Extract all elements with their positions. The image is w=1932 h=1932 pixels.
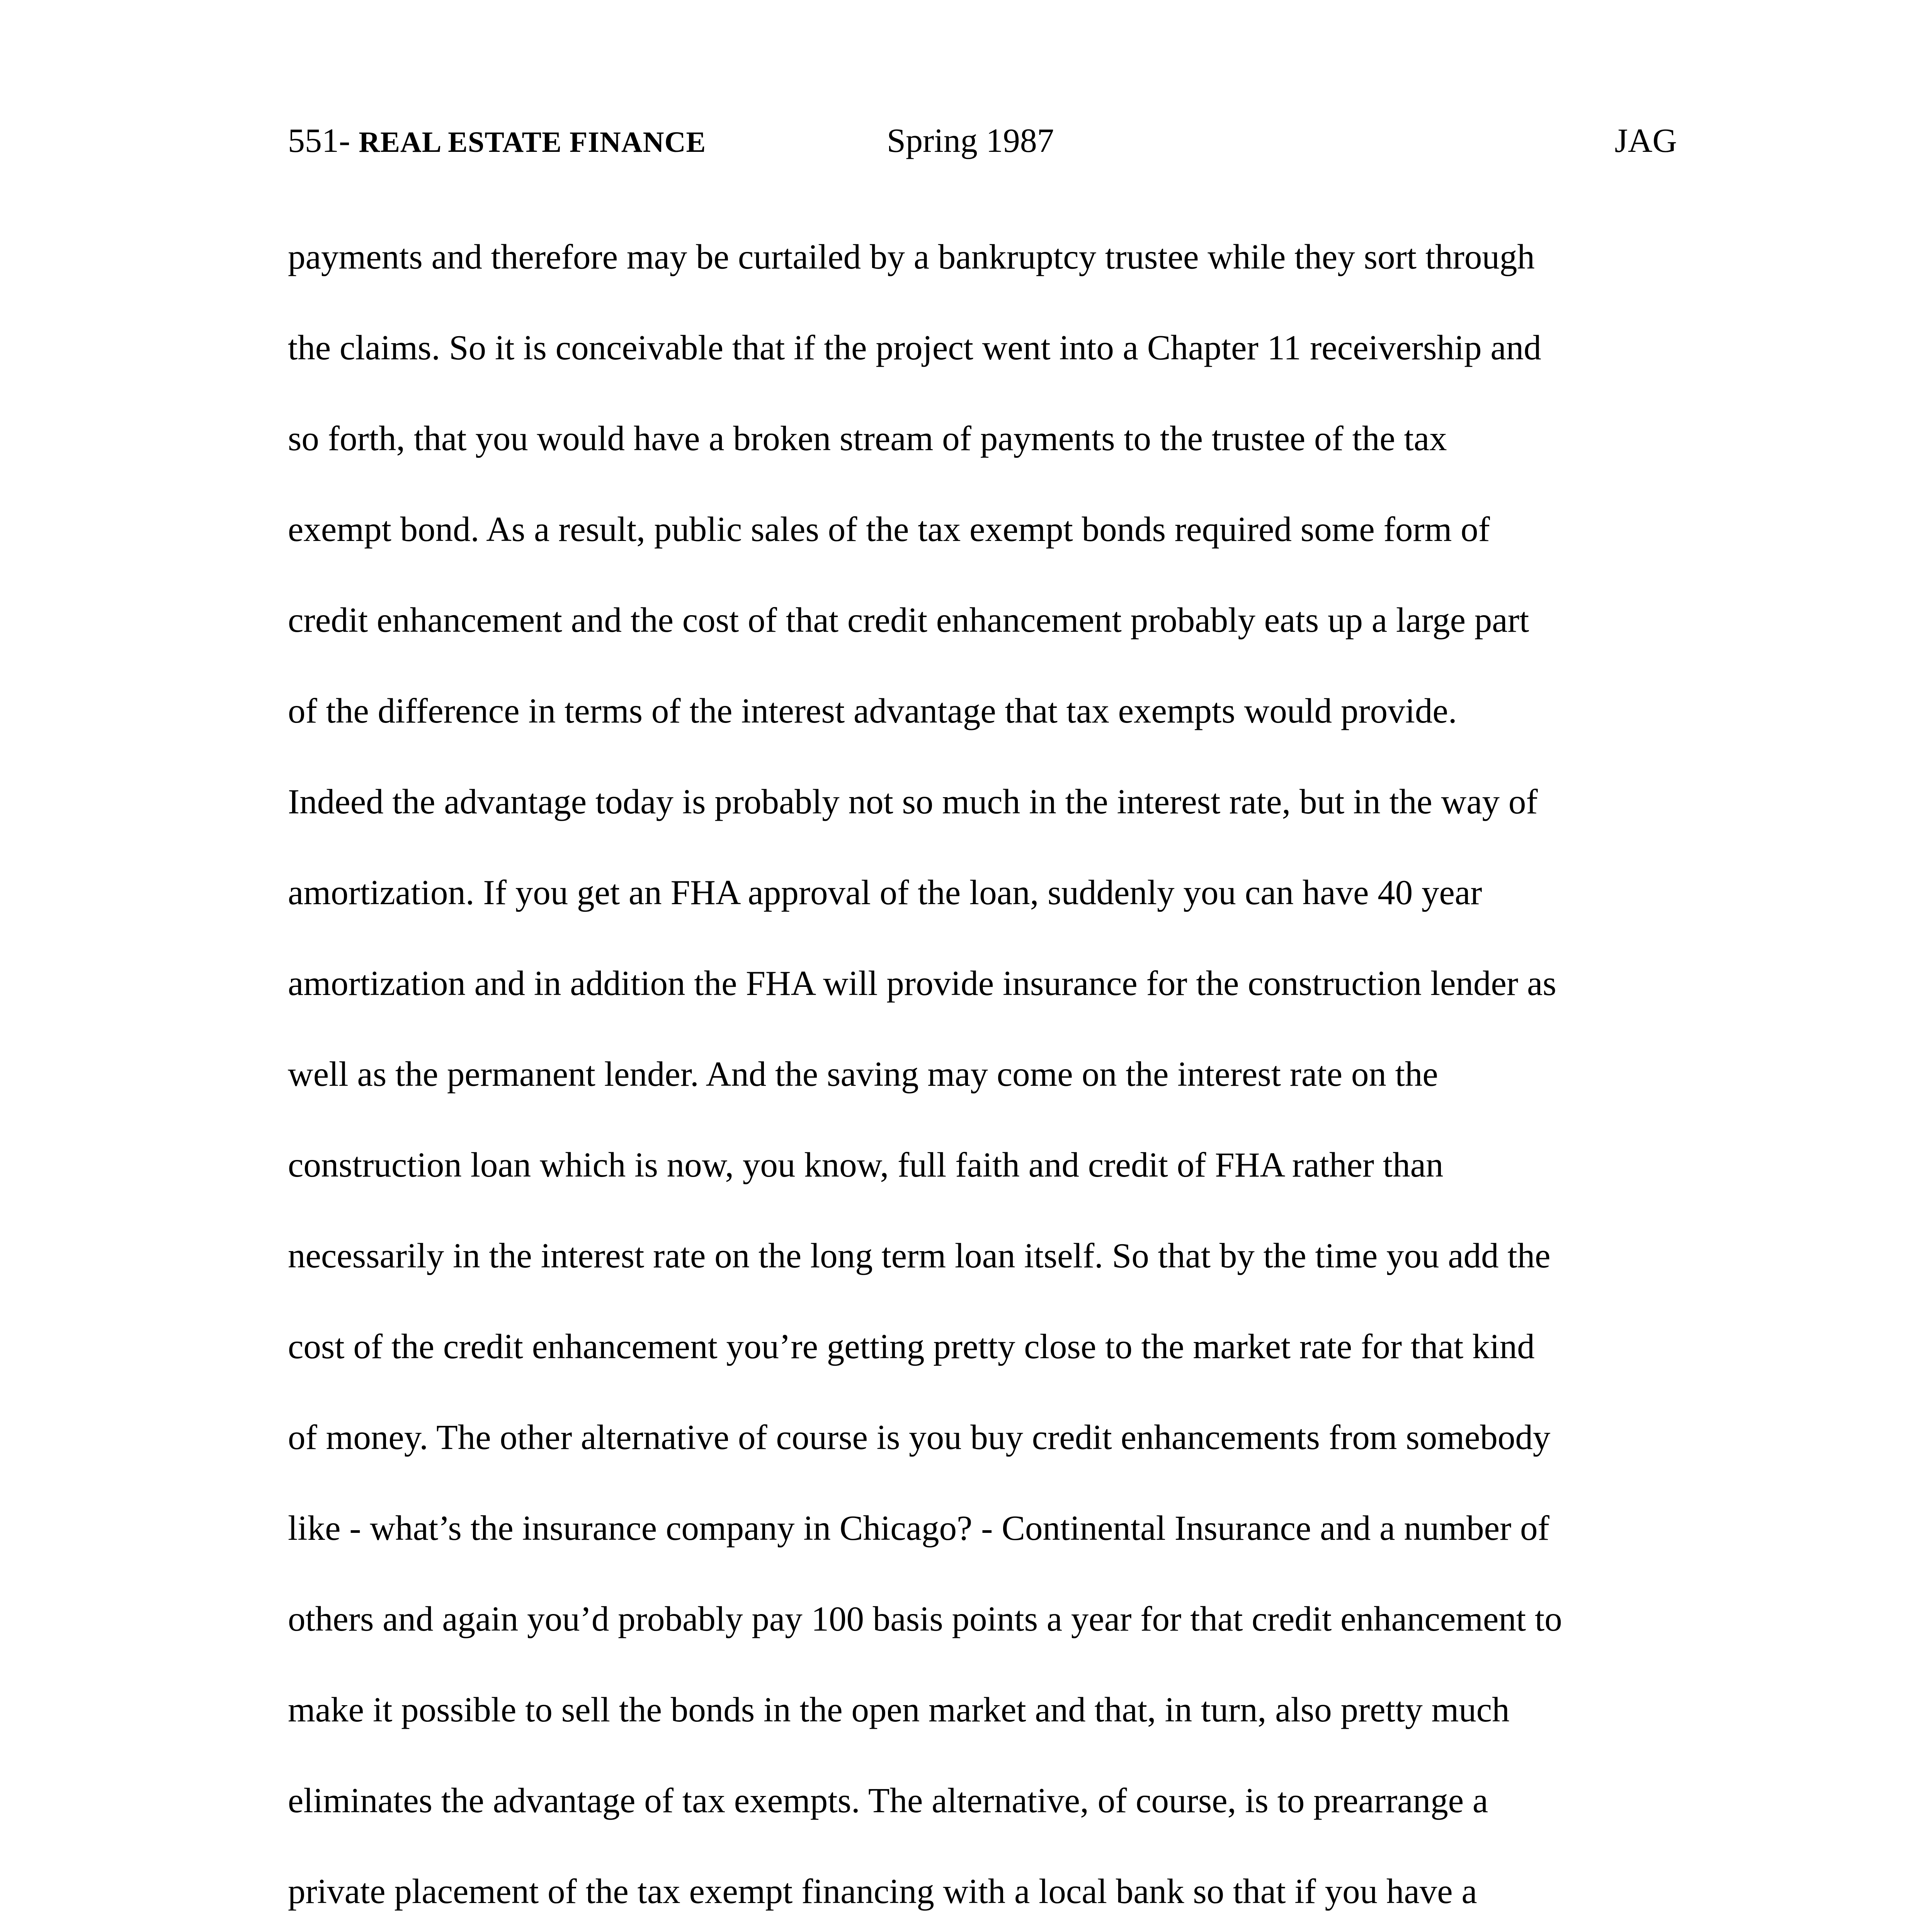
text-line: like - what’s the insurance company in Chicago? - Continental Insurance and a number of	[288, 1509, 1549, 1548]
page-header	[288, 112, 1677, 170]
text-line: of the difference in terms of the interest advantage that tax exempts would provide.	[288, 691, 1457, 730]
term-label: Spring 1987	[887, 122, 1054, 160]
course-number: 551-	[288, 122, 359, 160]
text-line: others and again you’d probably pay 100 basis points a year for that credit enhancement to	[288, 1599, 1562, 1638]
text-line: eliminates the advantage of tax exempts. The alternative, of course, is to prearrange a	[288, 1781, 1488, 1820]
course-title: REAL ESTATE FINANCE	[359, 126, 706, 158]
text-line: cost of the credit enhancement you’re getting pretty close to the market rate for that kind	[288, 1327, 1535, 1366]
text-line: well as the permanent lender. And the saving may come on the interest rate on the	[288, 1054, 1438, 1094]
body-text	[288, 230, 1679, 1932]
text-line: make it possible to sell the bonds in the open market and that, in turn, also pretty much	[288, 1690, 1510, 1729]
text-line: necessarily in the interest rate on the long term loan itself. So that by the time you add the	[288, 1236, 1551, 1275]
text-line: Indeed the advantage today is probably not so much in the interest rate, but in the way of	[288, 782, 1538, 821]
text-line: amortization and in addition the FHA will provide insurance for the construction lender as	[288, 964, 1556, 1003]
text-line: exempt bond. As a result, public sales of the tax exempt bonds required some form of	[288, 510, 1490, 549]
text-line: amortization. If you get an FHA approval of the loan, suddenly you can have 40 year	[288, 873, 1482, 912]
text-line: the claims. So it is conceivable that if the project went into a Chapter 11 receivership and	[288, 328, 1541, 367]
text-line: payments and therefore may be curtailed by a bankruptcy trustee while they sort through	[288, 237, 1535, 276]
text-line: construction loan which is now, you know, full faith and credit of FHA rather than	[288, 1145, 1444, 1184]
text-line: credit enhancement and the cost of that credit enhancement probably eats up a large part	[288, 600, 1529, 639]
text-line: so forth, that you would have a broken stream of payments to the trustee of the tax	[288, 419, 1447, 458]
text-line: of money. The other alternative of course is you buy credit enhancements from somebody	[288, 1418, 1551, 1457]
course-heading	[288, 112, 706, 171]
author-initials: JAG	[1614, 122, 1677, 160]
text-line: private placement of the tax exempt financing with a local bank so that if you have a	[288, 1872, 1477, 1911]
